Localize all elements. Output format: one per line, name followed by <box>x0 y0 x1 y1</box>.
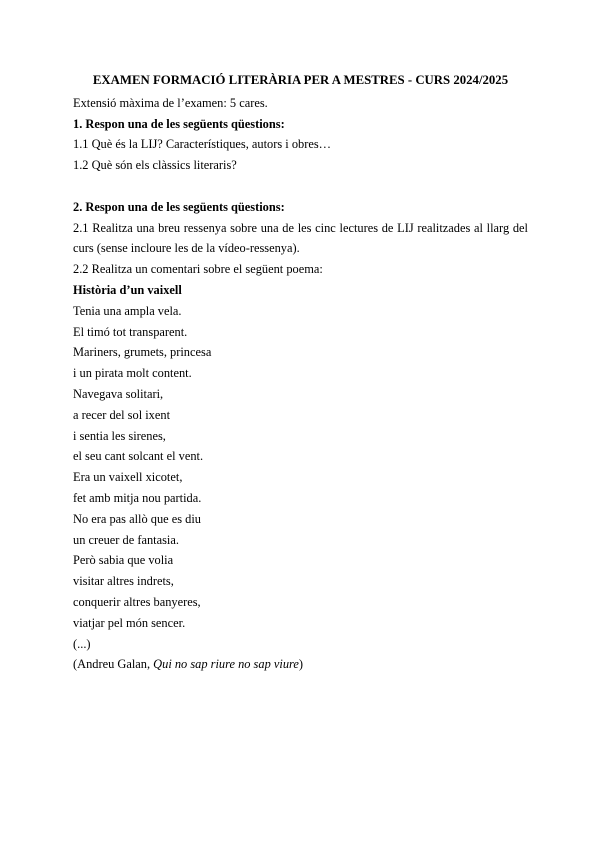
citation-close: ) <box>298 657 304 672</box>
poem-body <box>73 301 528 655</box>
poem-line: Tenia una ampla vela. <box>73 303 182 318</box>
section-2-heading: 2. Respon una de les següents qüestions: <box>73 199 285 214</box>
section-1-heading: 1. Respon una de les següents qüestions: <box>73 116 285 131</box>
poem-line: Mariners, grumets, princesa <box>73 345 212 360</box>
spacer <box>73 176 528 197</box>
question-1-2: 1.2 Què són els clàssics literaris? <box>73 158 237 173</box>
question-2-1: 2.1 Realitza una breu ressenya sobre una de les cinc lectures de LIJ realitzades al llarg del curs (sense incloure les de la vídeo-ressenya). <box>73 220 528 256</box>
poem-line: viatjar pel món sencer. <box>73 615 186 630</box>
poem-line: conquerir altres banyeres, <box>73 594 201 609</box>
question-2-2: 2.2 Realitza un comentari sobre el següent poema: <box>73 262 323 277</box>
exam-title: EXAMEN FORMACIÓ LITERÀRIA PER A MESTRES - CURS 2024/2025 <box>92 73 509 87</box>
citation-work-title: Qui no sap riure no sap viure <box>153 657 299 672</box>
poem-line: i sentia les sirenes, <box>73 428 166 443</box>
poem-line: visitar altres indrets, <box>73 574 174 589</box>
poem-line: Però sabia que volia <box>73 553 174 568</box>
question-1-1: 1.1 Què és la LIJ? Característiques, autors i obres… <box>73 137 332 152</box>
poem-line: a recer del sol ixent <box>73 407 171 422</box>
poem-line: El timó tot transparent. <box>73 324 188 339</box>
poem-citation <box>73 654 528 675</box>
exam-extension-note: Extensió màxima de l’examen: 5 cares. <box>73 95 268 110</box>
poem-line: (...) <box>73 636 91 651</box>
poem-line: Navegava solitari, <box>73 386 164 401</box>
poem-line: el seu cant solcant el vent. <box>73 449 204 464</box>
poem-line: fet amb mitja nou partida. <box>73 490 202 505</box>
citation-author: (Andreu Galan, <box>73 657 154 672</box>
poem-line: i un pirata molt content. <box>73 366 192 381</box>
document-page <box>73 70 528 675</box>
poem-title: Història d’un vaixell <box>73 282 182 297</box>
poem-line: un creuer de fantasia. <box>73 532 179 547</box>
poem-line: Era un vaixell xicotet, <box>73 470 183 485</box>
poem-line: No era pas allò que es diu <box>73 511 201 526</box>
